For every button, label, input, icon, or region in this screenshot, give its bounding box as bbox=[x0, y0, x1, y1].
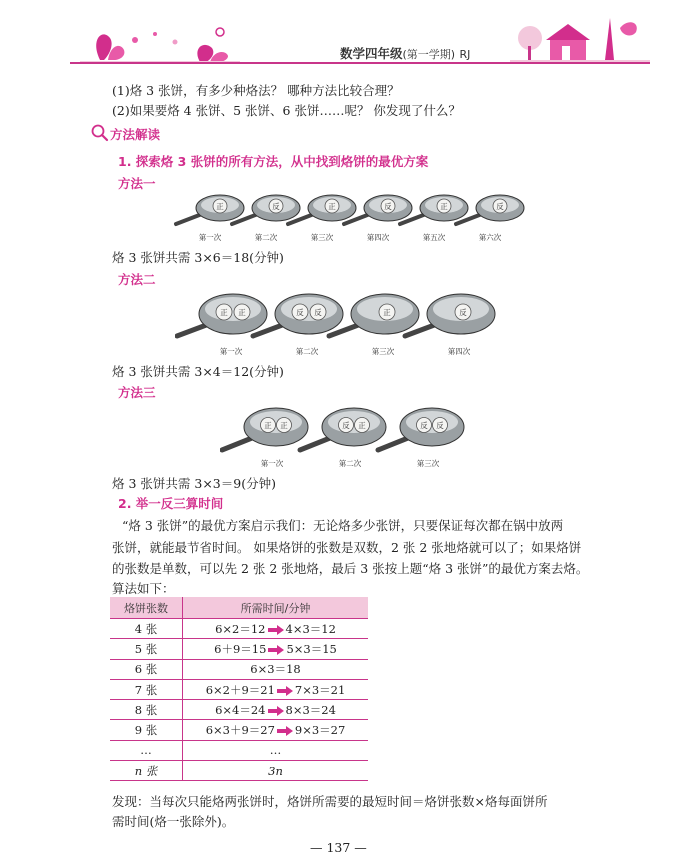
arrow-right-icon bbox=[277, 726, 293, 736]
arrow-right-icon bbox=[268, 645, 284, 655]
step-label: 第一次 bbox=[219, 347, 243, 356]
pan-mark: 正 bbox=[216, 202, 224, 211]
table-row bbox=[110, 619, 368, 639]
right-decoration-icon bbox=[510, 8, 650, 64]
pan-mark: 反 bbox=[459, 308, 467, 317]
pan-mark: 正 bbox=[328, 202, 336, 211]
paragraph-line: “烙 3 张饼”的最优方案启示我们：无论烙多少张饼，只要保证每次都在锅中放两 bbox=[122, 518, 564, 533]
pan-mark: 反 bbox=[314, 308, 322, 317]
cell-count: … bbox=[110, 740, 183, 760]
method3-pans bbox=[220, 402, 470, 472]
cell-count: n 张 bbox=[110, 761, 183, 781]
step-label: 第二次 bbox=[295, 347, 319, 356]
step-label: 第二次 bbox=[338, 459, 362, 468]
method3-result: 烙 3 张饼共需 3×3＝9(分钟) bbox=[112, 476, 276, 491]
left-decoration-icon bbox=[80, 20, 240, 65]
cell-time: 6＋9＝15 5×3＝15 bbox=[183, 639, 369, 659]
pan-mark: 反 bbox=[342, 421, 350, 430]
pan-mark: 反 bbox=[420, 421, 428, 430]
pan-1 bbox=[177, 294, 267, 336]
method1-result: 烙 3 张饼共需 3×6＝18(分钟) bbox=[112, 250, 284, 265]
table-row bbox=[110, 761, 368, 781]
pan-3 bbox=[378, 408, 464, 450]
cell-count: 7 张 bbox=[110, 679, 183, 699]
step-label: 第四次 bbox=[366, 233, 390, 242]
step-label: 第六次 bbox=[478, 233, 502, 242]
table-row bbox=[110, 720, 368, 740]
pan-1 bbox=[222, 408, 308, 450]
step-label: 第三次 bbox=[371, 347, 395, 356]
cell-time: 3n bbox=[183, 761, 369, 781]
table-row bbox=[110, 659, 368, 679]
pan-mark: 正 bbox=[358, 421, 366, 430]
pan-mark: 正 bbox=[238, 308, 246, 317]
method2-pans bbox=[175, 288, 525, 360]
cell-time: 6×3＋9＝27 9×3＝27 bbox=[183, 720, 369, 740]
finding-line: 发现：当每次只能烙两张饼时，烙饼所需要的最短时间＝烙饼张数×烙每面饼所 bbox=[112, 794, 548, 809]
sub1-title: 1. 探索烙 3 张饼的所有方法，从中找到烙饼的最优方案 bbox=[118, 154, 429, 169]
pan-mark: 反 bbox=[496, 202, 504, 211]
table-row bbox=[110, 679, 368, 699]
finding-line: 需时间(烙一张除外)。 bbox=[112, 814, 235, 829]
sub2-title: 2. 举一反三算时间 bbox=[118, 496, 224, 511]
method1-pans bbox=[170, 188, 530, 244]
cell-count: 6 张 bbox=[110, 659, 183, 679]
step-label: 第五次 bbox=[422, 233, 446, 242]
arrow-right-icon bbox=[268, 706, 284, 716]
question-1: (1)烙 3 张饼，有多少种烙法？ 哪种方法比较合理？ bbox=[112, 83, 400, 98]
question-2: (2)如果要烙 4 张饼、5 张饼、6 张饼……呢？ 你发现了什么？ bbox=[112, 103, 461, 118]
paragraph-line: 张饼，就能最节省时间。 如果烙饼的张数是双数，2 张 2 张地烙就可以了；如果烙饼 bbox=[112, 540, 582, 555]
time-table bbox=[110, 597, 368, 781]
pan-mark: 正 bbox=[280, 421, 288, 430]
cell-count: 9 张 bbox=[110, 720, 183, 740]
step-label: 第四次 bbox=[447, 347, 471, 356]
header-divider bbox=[70, 62, 650, 64]
pan-mark: 反 bbox=[436, 421, 444, 430]
method2-label: 方法二 bbox=[118, 272, 156, 287]
arrow-right-icon bbox=[268, 625, 284, 635]
page-header bbox=[70, 0, 650, 70]
step-label: 第一次 bbox=[198, 233, 222, 242]
method2-result: 烙 3 张饼共需 3×4＝12(分钟) bbox=[112, 364, 284, 379]
cell-time: 6×2＋9＝21 7×3＝21 bbox=[183, 679, 369, 699]
table-row bbox=[110, 700, 368, 720]
algo-label: 算法如下： bbox=[112, 581, 175, 596]
paragraph-line: 的张数是单数，可以先 2 张 2 张地烙，最后 3 张按上题“烙 3 张饼”的最优方案去烙。 bbox=[112, 561, 589, 576]
pan-mark: 反 bbox=[384, 202, 392, 211]
col-header: 烙饼张数 bbox=[110, 597, 183, 619]
method3-label: 方法三 bbox=[118, 385, 156, 400]
table-row bbox=[110, 740, 368, 760]
cell-time: 6×3＝18 bbox=[183, 659, 369, 679]
pan-mark: 反 bbox=[272, 202, 280, 211]
table-header-row bbox=[110, 597, 368, 619]
method1-label: 方法一 bbox=[118, 176, 156, 191]
cell-count: 8 张 bbox=[110, 700, 183, 720]
step-label: 第一次 bbox=[260, 459, 284, 468]
pan-1 bbox=[176, 195, 244, 224]
pan-mark: 正 bbox=[220, 308, 228, 317]
pan-mark: 正 bbox=[440, 202, 448, 211]
arrow-right-icon bbox=[277, 686, 293, 696]
pan-mark: 正 bbox=[383, 308, 391, 317]
step-label: 第三次 bbox=[416, 459, 440, 468]
magnifier-icon bbox=[91, 124, 109, 142]
cell-time: 6×2＝12 4×3＝12 bbox=[183, 619, 369, 639]
pan-mark: 正 bbox=[264, 421, 272, 430]
pan-2 bbox=[300, 408, 386, 450]
cell-time: 6×4＝24 8×3＝24 bbox=[183, 700, 369, 720]
col-header: 所需时间/分钟 bbox=[183, 597, 369, 619]
page-number: — 137 — bbox=[310, 840, 367, 855]
step-label: 第二次 bbox=[254, 233, 278, 242]
step-label: 第三次 bbox=[310, 233, 334, 242]
cell-time: … bbox=[183, 740, 369, 760]
section-title: 方法解读 bbox=[110, 127, 161, 142]
header-title: 数学四年级(第一学期) RJ bbox=[340, 46, 471, 61]
pan-mark: 反 bbox=[296, 308, 304, 317]
cell-count: 5 张 bbox=[110, 639, 183, 659]
table-row bbox=[110, 639, 368, 659]
cell-count: 4 张 bbox=[110, 619, 183, 639]
